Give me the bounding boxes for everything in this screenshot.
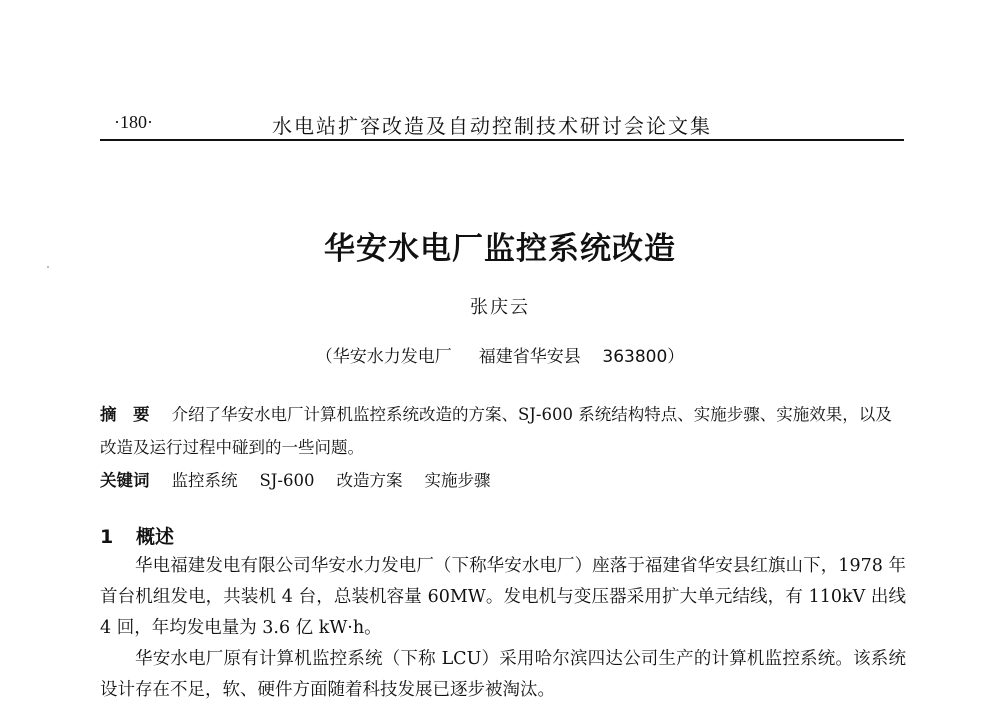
affiliation-org: 华安水力发电厂 [332,347,452,367]
abstract-text: 介绍了华安水电厂计算机监控系统改造的方案、SJ-600 系统结构特点、实施步骤、实施效果，以及改造及运行过程中碰到的一些问题。 [100,405,892,457]
section-body [100,551,906,706]
section-heading [100,522,174,549]
section-number: 1 [100,526,114,548]
affiliation-postcode: 363800 [602,347,668,367]
abstract-label: 摘 要 [100,405,150,424]
page-number: ·180· [114,112,153,132]
body-paragraph: 华安水电厂原有计算机监控系统（下称 LCU）采用哈尔滨四达公司生产的计算机监控系统。该系统设计存在不足，软、硬件方面随着科技发展已逐步被淘汰。 [100,649,906,700]
affiliation-place: 福建省华安县 [478,347,581,367]
article-author: 张庆云 [470,297,530,318]
keyword-item: 实施步骤 [424,471,491,490]
affiliation-close-paren: ） [667,347,685,367]
keywords-label: 关键词 [100,471,150,490]
keyword-item: SJ-600 [259,471,315,490]
affiliation-open-paren: （ [315,347,333,367]
running-header [100,108,904,138]
journal-title: 水电站扩容改造及自动控制技术研讨会论文集 [272,114,712,138]
header-rule [100,139,904,141]
abstract-block [100,398,906,497]
keyword-item: 改造方案 [336,471,403,490]
keywords [100,464,906,497]
author-affiliation [0,342,1000,367]
body-paragraph: 华电福建发电有限公司华安水力发电厂（下称华安水电厂）座落于福建省华安县红旗山下，1978 年首台机组发电，共装机 4 台，总装机容量 60MW。发电机与变压器采用扩大单元结线，有 110kV 出线 4 回，年均发电量为 3.6 亿 kW·h。 [100,556,906,638]
keyword-item: 监控系统 [171,471,238,490]
article-title: 华安水电厂监控系统改造 [324,231,676,267]
abstract [100,398,906,464]
section-title: 概述 [136,526,175,548]
